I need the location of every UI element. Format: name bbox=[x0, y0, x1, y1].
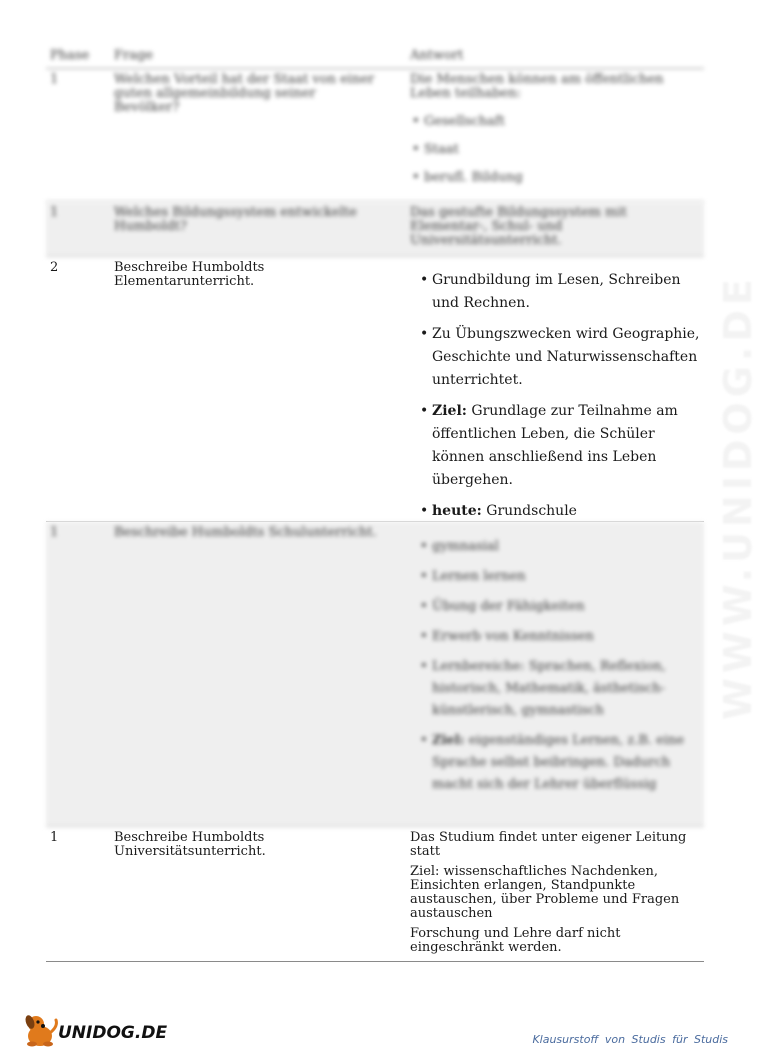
watermark: WWW.UNIDOG.DE bbox=[716, 274, 760, 720]
row-answer bbox=[410, 831, 696, 961]
row-question: Welchen Vorteil hat der Staat von einer guten allgemeinbildung seiner Bevölker? bbox=[114, 72, 375, 115]
list-item: • heute: Grundschule bbox=[418, 500, 700, 523]
list-item: • Gesellschaft bbox=[410, 115, 700, 129]
row-phase: 2 bbox=[50, 260, 59, 275]
footer-tagline: Klausurstoff von Studis für Studis bbox=[532, 1033, 728, 1046]
row-question: Beschreibe Humboldts Elementarunterricht. bbox=[114, 260, 265, 289]
list-item: • Staat bbox=[410, 143, 700, 157]
list-item: • Lernbereiche: Sprachen, Reflexion, historisch, Mathematik, ästhetisch-künstlerisch, gymnastisch bbox=[418, 656, 700, 722]
list-item: • Grundbildung im Lesen, Schreiben und Rechnen. bbox=[418, 269, 700, 315]
qa-table bbox=[46, 46, 704, 962]
row-phase: 1 bbox=[50, 525, 59, 540]
list-item: • Ziel: Grundlage zur Teilnahme am öffentlichen Leben, die Schüler können anschließend ins Leben übergehen. bbox=[418, 400, 700, 492]
table-row bbox=[46, 257, 704, 522]
list-item: • berufl. Bildung bbox=[410, 171, 700, 185]
header-answer: Antwort bbox=[410, 48, 464, 63]
table-row bbox=[46, 69, 704, 202]
table-row bbox=[46, 522, 704, 827]
answer-line: Forschung und Lehre darf nicht eingeschränkt werden. bbox=[410, 926, 621, 955]
row-question: Beschreibe Humboldts Universitätsunterricht. bbox=[114, 830, 266, 859]
logo-text: UNIDOG.DE bbox=[58, 1023, 168, 1043]
table-header bbox=[46, 46, 704, 69]
list-item: • Ziel: eigenständiges Lernen, z.B. eine Sprache selbst beibringen. Dadurch macht sich der Lehrer überflüssig bbox=[418, 730, 700, 796]
header-question: Frage bbox=[114, 48, 153, 63]
row-phase: 1 bbox=[50, 830, 59, 845]
row-phase: 1 bbox=[50, 72, 59, 87]
list-item: • gymnasial bbox=[418, 536, 700, 558]
answer-line: Ziel: wissenschaftliches Nachdenken, Einsichten erlangen, Standpunkte austauschen, über Probleme und Fragen austauschen bbox=[410, 864, 680, 921]
answer-bullets bbox=[418, 536, 700, 796]
unidog-logo bbox=[20, 1010, 168, 1050]
answer-line: Das Studium findet unter eigener Leitung statt bbox=[410, 830, 687, 859]
table-row bbox=[46, 202, 704, 257]
list-item: • Erwerb von Kenntnissen bbox=[418, 626, 700, 648]
answer-bullets bbox=[410, 115, 700, 185]
row-answer bbox=[410, 73, 700, 185]
header-phase: Phase bbox=[50, 48, 90, 63]
row-answer: Das gestufte Bildungssystem mit Elementar-, Schul- und Universitätsunterricht. bbox=[410, 205, 627, 248]
row-question: Welches Bildungssystem entwickelte Humboldt? bbox=[114, 205, 357, 234]
row-question: Beschreibe Humboldts Schulunterricht. bbox=[114, 525, 377, 540]
list-item: • Lernen lernen bbox=[418, 566, 700, 588]
row-phase: 1 bbox=[50, 205, 59, 220]
row-answer bbox=[418, 536, 700, 804]
row-answer bbox=[418, 269, 700, 531]
list-item: • Übung der Fähigkeiten bbox=[418, 596, 700, 618]
answer-line: Die Menschen können am öffentlichen Leben teilhaben: bbox=[410, 72, 664, 101]
answer-bullets bbox=[418, 269, 700, 523]
table-row bbox=[46, 827, 704, 962]
dog-icon bbox=[20, 1010, 60, 1050]
list-item: • Zu Übungszwecken wird Geographie, Geschichte und Naturwissenschaften unterrichtet. bbox=[418, 323, 700, 392]
